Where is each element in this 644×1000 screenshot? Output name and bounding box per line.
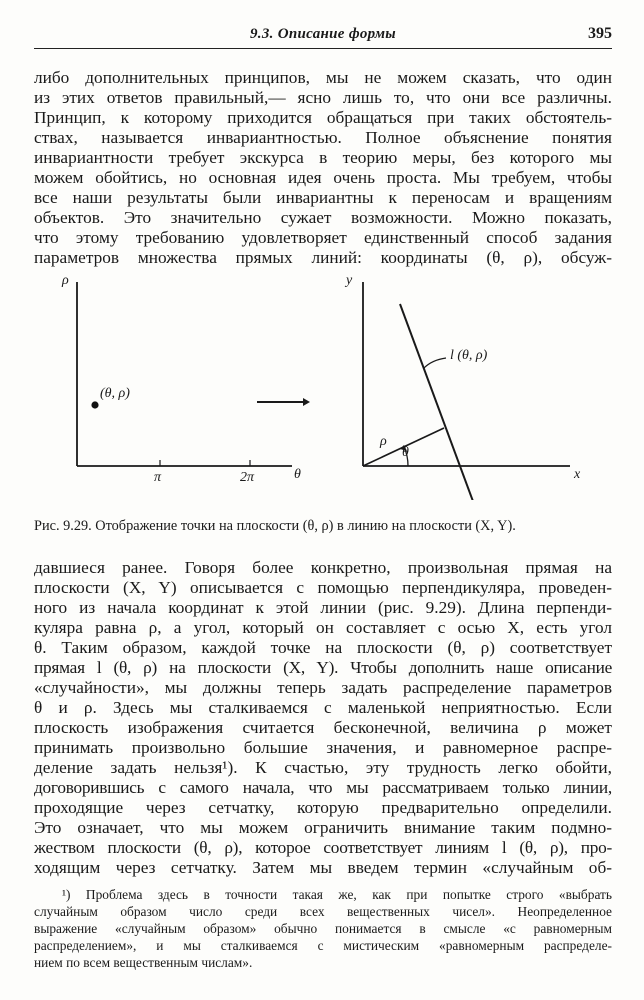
text-line: ствах, называется инвариантностью. Полное объяснение понятия [34, 128, 612, 147]
left-y-axis-label: ρ [62, 273, 69, 288]
text-line: договорившись с самого начала, что мы рассматриваем только линии, [34, 778, 612, 797]
text-line: деление задать нельзя¹). К счастью, эту трудность легко обойти, [34, 758, 612, 777]
theta-label: θ [402, 445, 409, 460]
footnote-line: нием по всем вещественным числам». [34, 955, 253, 970]
running-title: 9.3. Описание формы [250, 26, 396, 42]
text-line: ходящим через сетчатку. Затем мы введем термин «случайным об- [34, 858, 612, 877]
text-line: проходящие через сетчатку, которую предварительно определили. [34, 798, 612, 817]
text-line: все наши результаты были инвариантны к переносам и вращениям [34, 188, 612, 207]
line-l-label: l (θ, ρ) [450, 348, 488, 363]
left-x-axis-label: θ [294, 467, 301, 482]
text-line: Принцип, к которому приходится обращаться при таких обстоятель- [34, 108, 612, 127]
line-l [400, 304, 474, 500]
text-line: жеством плоскости (θ, ρ), которое соответствует линиям l (θ, ρ), про- [34, 838, 612, 857]
text-line: куляра равна ρ, а угол, который он составляет с осью X, есть угол [34, 618, 612, 637]
figure-caption: Рис. 9.29. Отображение точки на плоскости (θ, ρ) в линию на плоскости (X, Y). [34, 518, 516, 534]
text-line: θ. Таким образом, каждой точке на плоскости (θ, ρ) соответствует [34, 638, 612, 657]
paragraph-2 [34, 558, 612, 878]
text-line: ного из начала координат к этой линии (рис. 9.29). Длина перпенди- [34, 598, 612, 617]
tick-label-2pi: 2π [240, 470, 255, 485]
footnote-line: выражение «случайным образом» обычно понимается в смысле «с равномерным [34, 921, 612, 936]
text-line: прямая l (θ, ρ) на плоскости (X, Y). Чтобы дополнить наше описание [34, 658, 612, 677]
point-theta-rho [91, 401, 98, 408]
right-y-axis-label: y [346, 273, 353, 288]
footnote-line: распределением», и мы сталкиваемся с мистическим «равномерным распределе- [34, 938, 612, 953]
text-line: принимать произвольно большие значения, и равномерное распре- [34, 738, 612, 757]
line-label-leader [424, 358, 446, 368]
text-line: можем обойтись, но основная идея очень проста. Мы требуем, чтобы [34, 168, 612, 187]
mapping-arrow-head [303, 398, 310, 406]
figure-9-29 [60, 268, 608, 500]
footnote-line: случайным образом число среди всех вещественных чисел». Неопределенное [34, 904, 612, 919]
text-line: давшиеся ранее. Говоря более конкретно, произвольная прямая на [34, 558, 612, 577]
footnote-line: ¹) Проблема здесь в точности такая же, как при попытке строго «выбрать [62, 887, 612, 902]
text-line: θ и ρ. Здесь мы сталкиваемся с маленькой неприятностью. Если [34, 698, 612, 717]
page-header [34, 22, 612, 49]
figure-diagram [60, 268, 608, 500]
text-line: «случайности», мы должны теперь задать распределение параметров [34, 678, 612, 697]
text-line: что этому требованию удовлетворяет единственный способ задания [34, 228, 612, 247]
text-line: Это означает, что мы можем ограничить внимание таким подмно- [34, 818, 612, 837]
page-number: 395 [588, 25, 612, 42]
text-line: плоскость изображения считается бесконечной, величина ρ может [34, 718, 612, 737]
text-line: из этих ответов правильный,— ясно лишь то, что они все различны. [34, 88, 612, 107]
text-line: инвариантности требует экскурса в теорию меры, без которого мы [34, 148, 612, 167]
paragraph-1 [34, 68, 612, 268]
footnote [34, 886, 612, 971]
text-line: плоскости (X, Y) описывается с помощью перпендикуляра, проведен- [34, 578, 612, 597]
point-label: (θ, ρ) [100, 386, 130, 401]
text-line: либо дополнительных принципов, мы не можем сказать, что один [34, 68, 612, 87]
text-line: параметров множества прямых линий: координаты (θ, ρ), обсуж- [34, 248, 612, 267]
rho-label: ρ [380, 434, 387, 449]
text-line: объектов. Это значительно сужает возможности. Можно показать, [34, 208, 612, 227]
right-x-axis-label: x [574, 467, 581, 482]
tick-label-pi: π [154, 470, 162, 485]
